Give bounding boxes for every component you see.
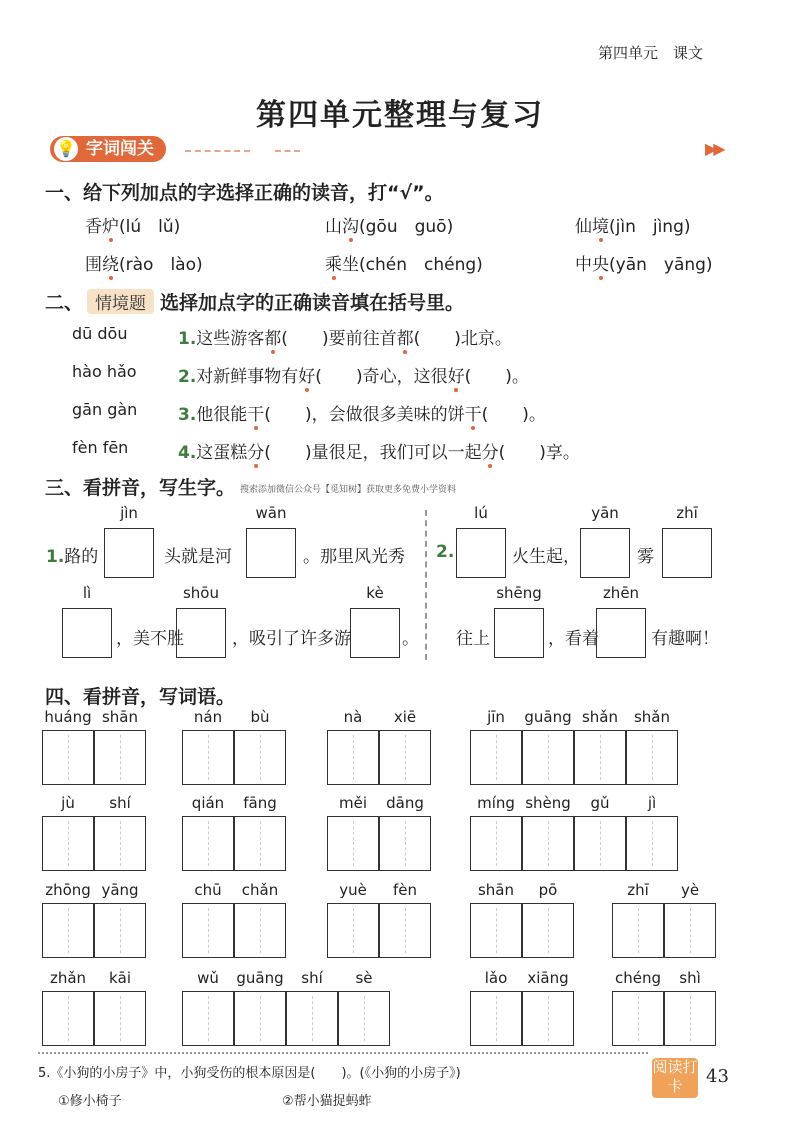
item-text: 仙: [575, 217, 592, 237]
pinyin-label: jīn: [487, 708, 505, 726]
sentence-text: )，会做很多美味的饼: [304, 405, 465, 425]
pinyin-label: shǎn: [581, 708, 619, 726]
pinyin-label: jù: [61, 794, 75, 812]
dotted-char: 分: [482, 438, 499, 463]
word-writing-cell[interactable]: [327, 903, 379, 958]
pinyin-label: shí: [109, 794, 131, 812]
pinyin-label: bù: [250, 708, 270, 726]
dotted-char: 炉: [102, 212, 119, 237]
sentence-text: )奇心，这很: [355, 367, 448, 387]
dotted-char: 分: [247, 438, 264, 463]
pinyin-label: pō: [538, 881, 558, 899]
s3-text: ，美不胜: [116, 629, 184, 649]
pinyin-label: huáng: [44, 708, 92, 726]
word-writing-cell[interactable]: [470, 730, 522, 785]
pinyin-label: shì: [679, 969, 701, 987]
pinyin-label: yāng: [101, 881, 139, 899]
word-writing-cell[interactable]: [574, 730, 626, 785]
word-writing-cell[interactable]: [522, 816, 574, 871]
pinyin-label: wǔ: [197, 969, 219, 987]
pinyin-label: kè: [366, 584, 384, 602]
s3-text: 火生起，: [512, 547, 580, 567]
item-text: 山: [325, 217, 342, 237]
word-writing-cell[interactable]: [42, 816, 94, 871]
s3-text: 。那里风光秀: [303, 547, 405, 567]
item-text: 香: [85, 217, 102, 237]
section-2-heading: [45, 288, 464, 315]
dotted-char: 都: [264, 324, 281, 349]
item-options: (lú lǔ): [119, 217, 181, 237]
dotted-char: 乘: [325, 250, 342, 275]
pinyin-label: qián: [191, 794, 225, 812]
paren: (: [264, 443, 271, 463]
pinyin-label: xiāng: [527, 969, 569, 987]
pinyin-label: sè: [355, 969, 373, 987]
word-writing-cell[interactable]: [612, 991, 664, 1046]
paren: (: [315, 367, 322, 387]
pinyin-label: guāng: [236, 969, 284, 987]
fill-sentence: [178, 438, 580, 463]
word-writing-cell[interactable]: [234, 816, 286, 871]
paren: (: [481, 405, 489, 425]
sentence-text: )要前往首: [321, 329, 397, 349]
s3-text: 2.: [436, 542, 455, 562]
item-options: (jìn jìng): [609, 217, 691, 237]
item-text: 围: [85, 255, 102, 275]
word-writing-cell[interactable]: [338, 991, 390, 1046]
s3-text: 1.路的: [46, 547, 99, 567]
pinyin-label: guāng: [524, 708, 572, 726]
sentence-number: 4.: [178, 443, 197, 463]
pinyin-label: zhī: [676, 504, 698, 522]
pinyin-label: fāng: [243, 794, 277, 812]
sentence-number: 1.: [178, 329, 197, 349]
dotted-char: 央: [592, 250, 609, 275]
fill-sentence: [178, 362, 529, 387]
word-writing-cell[interactable]: [286, 991, 338, 1046]
dotted-char: 境: [592, 212, 609, 237]
dash-decoration: [185, 150, 250, 152]
pinyin-label: lì: [82, 584, 92, 602]
pinyin-options: hào hǎo: [72, 362, 137, 381]
pinyin-label: nà: [343, 708, 363, 726]
paren: (: [281, 329, 288, 349]
sentence-number: 2.: [178, 367, 197, 387]
pinyin-label: gǔ: [590, 794, 610, 812]
word-writing-cell[interactable]: [182, 903, 234, 958]
dotted-char: 好: [448, 362, 465, 387]
paren: (: [264, 405, 271, 425]
section-3-heading: 三、看拼音，写生字。: [45, 477, 236, 499]
char-writing-box[interactable]: [580, 528, 630, 578]
word-writing-cell[interactable]: [234, 730, 286, 785]
pinyin-label: shí: [301, 969, 323, 987]
pinyin-label: zhǎn: [49, 969, 87, 987]
reading-choice-item[interactable]: [85, 250, 203, 275]
dotted-char: 都: [397, 324, 414, 349]
word-writing-cell[interactable]: [94, 991, 146, 1046]
pinyin-label: yuè: [339, 881, 367, 899]
paren: (: [498, 443, 506, 463]
reading-choice-item[interactable]: [325, 250, 483, 275]
char-writing-box[interactable]: [494, 608, 544, 658]
sentence-number: 3.: [178, 405, 197, 425]
sentence-text: )享。: [539, 443, 580, 463]
pinyin-label: nán: [193, 708, 223, 726]
item-options: 坐(chén chéng): [342, 255, 483, 275]
word-writing-cell[interactable]: [182, 730, 234, 785]
char-writing-box[interactable]: [104, 528, 154, 578]
pinyin-label: chéng: [614, 969, 661, 987]
sentence-text: 对新鲜事物有: [196, 367, 299, 387]
s3-text: 往上: [456, 629, 490, 649]
char-writing-box[interactable]: [350, 608, 400, 658]
reading-choice-item[interactable]: [575, 212, 691, 237]
unit-header: 第四单元 课文: [598, 44, 704, 62]
char-writing-box[interactable]: [456, 528, 506, 578]
word-writing-cell[interactable]: [327, 730, 379, 785]
sentence-text: )。: [505, 367, 529, 387]
pinyin-label: zhī: [627, 881, 649, 899]
lightbulb-icon: 💡: [54, 137, 78, 161]
word-writing-cell[interactable]: [42, 730, 94, 785]
word-writing-cell[interactable]: [522, 730, 574, 785]
reading-choice-item[interactable]: [85, 212, 180, 237]
word-writing-cell[interactable]: [612, 903, 664, 958]
word-writing-cell[interactable]: [522, 991, 574, 1046]
pinyin-label: kāi: [108, 969, 132, 987]
pinyin-label: chǎn: [241, 881, 279, 899]
word-writing-cell[interactable]: [234, 991, 286, 1046]
word-writing-cell[interactable]: [182, 816, 234, 871]
word-writing-cell[interactable]: [379, 816, 431, 871]
section-2-prefix: 二、: [45, 292, 84, 314]
pinyin-label: dāng: [386, 794, 424, 812]
char-writing-box[interactable]: [596, 608, 646, 658]
sentence-text: )北京。: [454, 329, 512, 349]
char-writing-box[interactable]: [62, 608, 112, 658]
s3-text: ，吸引了许多游: [232, 629, 351, 649]
reading-choice-item[interactable]: [325, 212, 453, 237]
sentence-text: 这些游客: [196, 329, 265, 349]
sentence-text: 这蛋糕: [196, 443, 248, 463]
s3-text: 雾: [637, 547, 654, 567]
pinyin-label: yè: [680, 881, 700, 899]
word-writing-cell[interactable]: [42, 903, 94, 958]
reading-checkin-badge: 阅读打卡: [652, 1058, 698, 1098]
dotted-char: 干: [247, 400, 264, 425]
scenario-tag: 情境题: [87, 289, 154, 314]
pinyin-label: shēng: [496, 584, 542, 602]
word-writing-cell[interactable]: [626, 816, 678, 871]
dotted-char: 干: [465, 400, 482, 425]
dotted-divider: [38, 1052, 648, 1054]
option-1[interactable]: ①修小椅子: [58, 1094, 122, 1109]
paren: (: [464, 367, 472, 387]
word-writing-cell[interactable]: [327, 816, 379, 871]
word-writing-cell[interactable]: [470, 816, 522, 871]
word-writing-cell[interactable]: [574, 816, 626, 871]
watermark-text: 搜索添加微信公众号【觅知树】获取更多免费小学资料: [240, 485, 457, 495]
dotted-char: 绕: [102, 250, 119, 275]
section-badge: [50, 136, 166, 162]
pinyin-label: měi: [338, 794, 367, 812]
page-title: 第四单元整理与复习: [256, 98, 544, 133]
s3-text: ，看着: [548, 629, 599, 649]
sentence-text: )。: [522, 405, 546, 425]
word-writing-cell[interactable]: [94, 903, 146, 958]
pinyin-label: wān: [255, 504, 287, 522]
pinyin-label: zhēn: [602, 584, 640, 602]
pinyin-label: shān: [477, 881, 515, 899]
sentence-text: )量很足，我们可以一起: [304, 443, 482, 463]
word-writing-cell[interactable]: [664, 991, 716, 1046]
dash-decoration: [275, 150, 300, 152]
s3-text: 有趣啊！: [651, 629, 719, 649]
dotted-char: 好: [298, 362, 315, 387]
section-4-heading: 四、看拼音，写词语。: [45, 686, 236, 708]
pinyin-label: chū: [194, 881, 222, 899]
pinyin-label: shōu: [182, 584, 219, 602]
pinyin-label: xiē: [393, 708, 417, 726]
paren: (: [413, 329, 421, 349]
pinyin-label: jìn: [120, 504, 138, 522]
section-2-text: 选择加点字的正确读音填在括号里。: [160, 292, 465, 314]
fill-sentence: [178, 400, 546, 425]
sentence-text: 他很能: [196, 405, 248, 425]
pinyin-label: fèn: [392, 881, 418, 899]
section-1-heading: 一、给下列加点的字选择正确的读音，打“√”。: [45, 182, 444, 204]
pinyin-label: jì: [647, 794, 657, 812]
word-writing-cell[interactable]: [522, 903, 574, 958]
word-writing-cell[interactable]: [182, 991, 234, 1046]
pinyin-options: gān gàn: [72, 400, 138, 419]
word-writing-cell[interactable]: [379, 903, 431, 958]
s3-text: 。: [402, 629, 419, 649]
page-number: 43: [706, 1066, 729, 1087]
item-options: (yān yāng): [609, 255, 713, 275]
s3-text: 头就是河: [164, 547, 232, 567]
divider-line: [425, 510, 427, 660]
word-writing-cell[interactable]: [42, 991, 94, 1046]
char-writing-box[interactable]: [246, 528, 296, 578]
word-writing-cell[interactable]: [94, 730, 146, 785]
char-writing-box[interactable]: [662, 528, 712, 578]
badge-label: 字词闯关: [86, 139, 154, 159]
word-writing-cell[interactable]: [626, 730, 678, 785]
pinyin-label: zhōng: [45, 881, 91, 899]
word-writing-cell[interactable]: [470, 991, 522, 1046]
fill-sentence: [178, 324, 512, 349]
word-writing-cell[interactable]: [664, 903, 716, 958]
word-writing-cell[interactable]: [379, 730, 431, 785]
dotted-char: 沟: [342, 212, 359, 237]
item-text: 中: [575, 255, 592, 275]
question-5: 5.《小狗的小房子》中，小狗受伤的根本原因是( )。(《小狗的小房子》): [38, 1066, 461, 1081]
char-writing-box[interactable]: [176, 608, 226, 658]
reading-choice-item[interactable]: [575, 250, 713, 275]
pinyin-label: shèng: [525, 794, 571, 812]
pinyin-label: lú: [474, 504, 488, 522]
pinyin-label: lǎo: [484, 969, 508, 987]
pinyin-label: míng: [477, 794, 515, 812]
pinyin-label: yān: [591, 504, 619, 522]
item-options: (rào lào): [119, 255, 203, 275]
double-arrow-icon: ▶▶: [705, 139, 722, 158]
pinyin-options: dū dōu: [72, 324, 128, 343]
pinyin-label: shǎn: [633, 708, 671, 726]
word-writing-cell[interactable]: [234, 903, 286, 958]
word-writing-cell[interactable]: [470, 903, 522, 958]
option-2[interactable]: ②帮小猫捉蚂蚱: [282, 1094, 372, 1109]
pinyin-label: shān: [101, 708, 139, 726]
word-writing-cell[interactable]: [94, 816, 146, 871]
item-options: (gōu guō): [359, 217, 454, 237]
pinyin-options: fèn fēn: [72, 438, 129, 457]
